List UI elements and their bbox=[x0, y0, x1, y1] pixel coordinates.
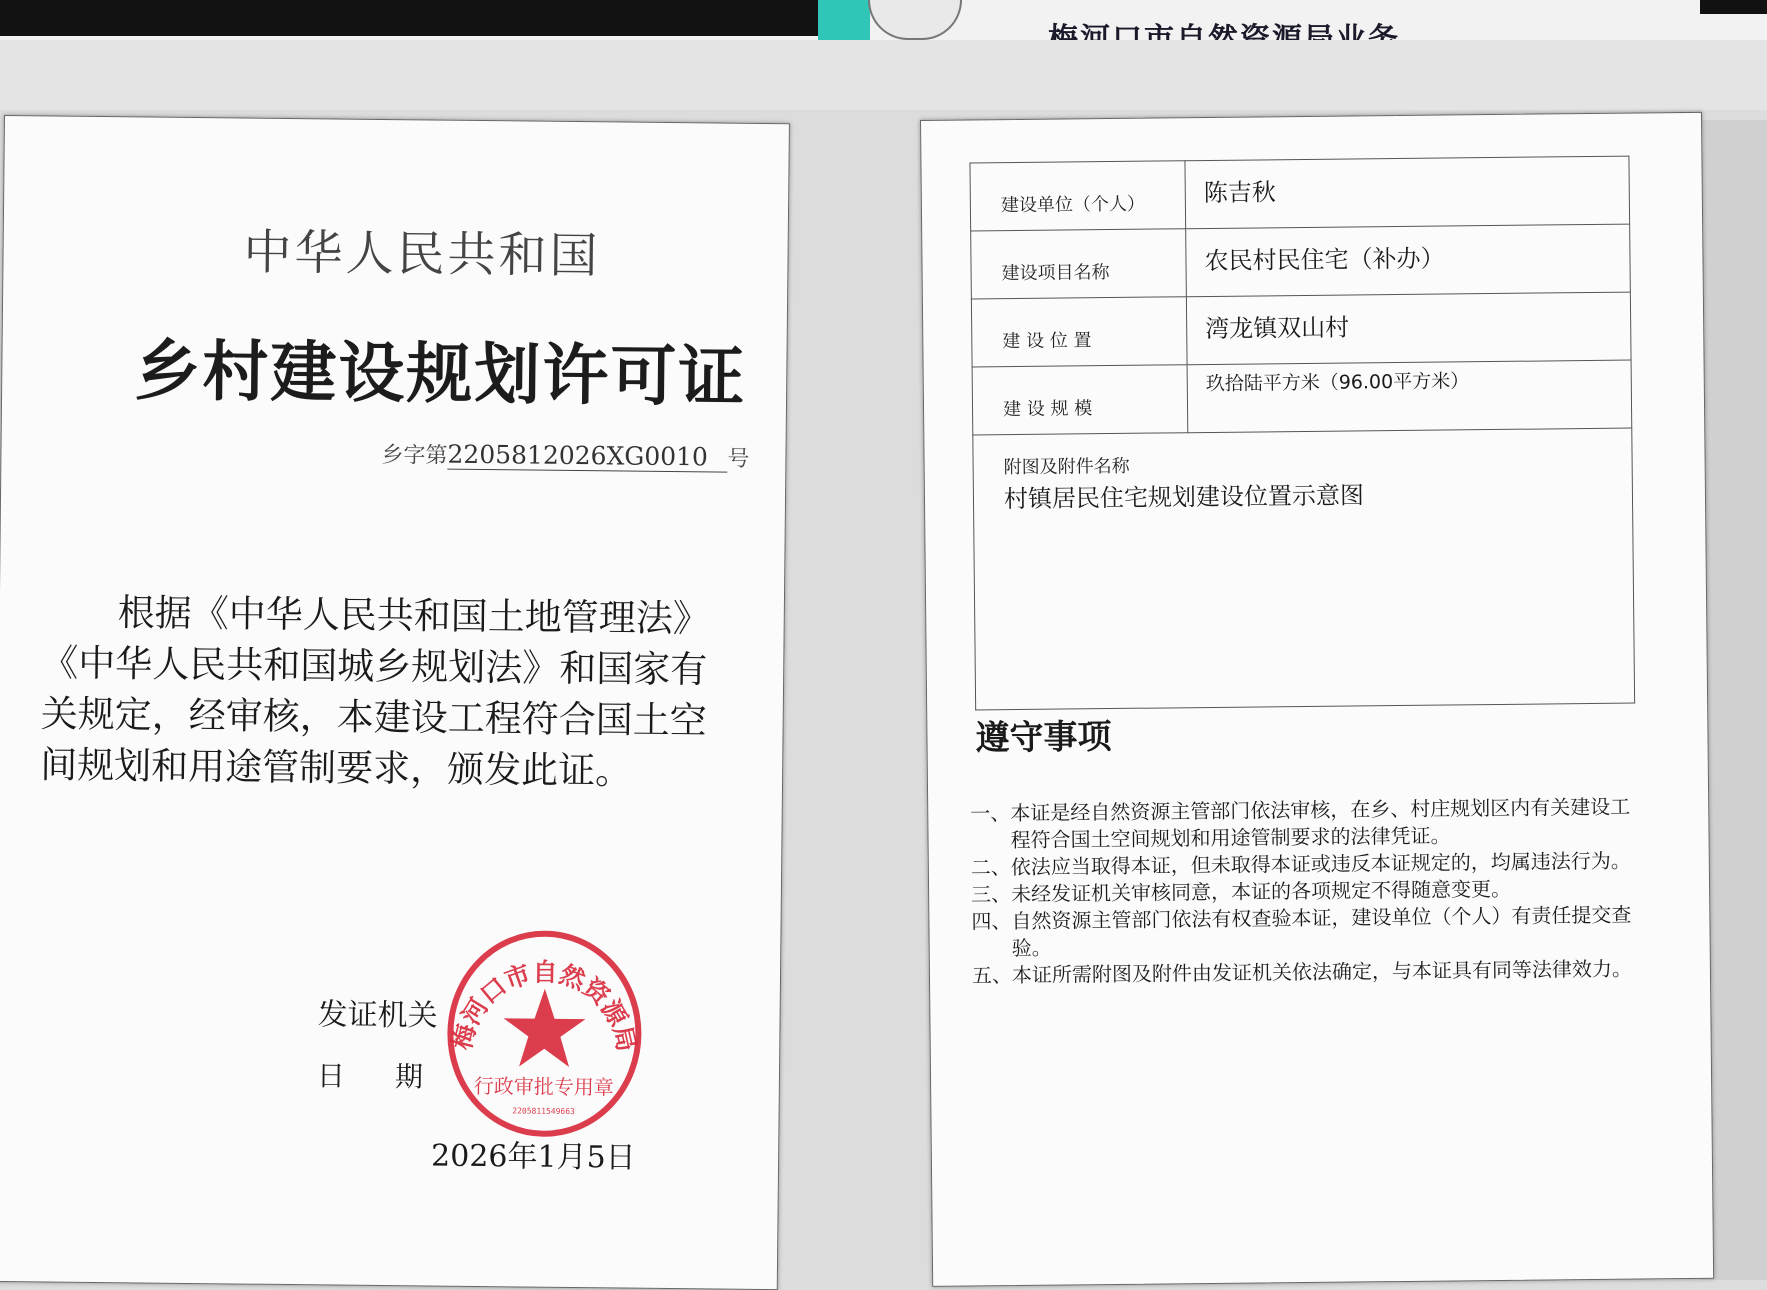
row-label: 建 设 位 置 bbox=[971, 297, 1187, 367]
certificate-title: 乡村建设规划许可证 bbox=[133, 332, 747, 416]
rule-text: 本证是经自然资源主管部门依法审核，在乡、村庄规划区内有关建设工程符合国土空间规划和用途管制要求的法律凭证。 bbox=[1010, 794, 1631, 853]
table-row-attachments bbox=[973, 428, 1635, 710]
date-label: 日期 bbox=[316, 1059, 474, 1094]
rule-number: 四、 bbox=[971, 909, 1012, 934]
certificate-detail-page bbox=[920, 112, 1714, 1287]
table-row bbox=[971, 292, 1631, 367]
attachment-value: 村镇居民住宅规划建设位置示意图 bbox=[1003, 481, 1365, 514]
row-label: 建设单位（个人） bbox=[970, 161, 1186, 231]
rule-text: 未经发证机关审核同意，本证的各项规定不得随意变更。 bbox=[1010, 876, 1512, 907]
list-item bbox=[972, 955, 1642, 989]
certificate-number-line bbox=[381, 438, 749, 473]
row-value: 农民村民住宅（补办） bbox=[1186, 224, 1631, 297]
table-row bbox=[971, 224, 1631, 299]
rule-number: 二、 bbox=[970, 855, 1011, 880]
official-seal bbox=[443, 928, 645, 1140]
cert-suffix: 号 bbox=[727, 446, 750, 472]
issuer-label: 发证机关 bbox=[317, 997, 438, 1034]
issue-date: 2026年1月5日 bbox=[430, 1138, 636, 1176]
certificate-cover-page bbox=[0, 115, 790, 1290]
row-value: 玖拾陆平方米（96.00平方米） bbox=[1187, 360, 1632, 433]
seal-star-icon bbox=[503, 988, 586, 1067]
attachments-cell bbox=[973, 428, 1635, 710]
list-item bbox=[971, 901, 1642, 962]
rules-list bbox=[970, 793, 1642, 989]
row-label: 建设项目名称 bbox=[971, 229, 1187, 299]
row-value: 湾龙镇双山村 bbox=[1186, 292, 1631, 365]
seal-top-text: 梅河口市自然资源局 bbox=[447, 957, 642, 1054]
attachment-label: 附图及附件名称 bbox=[1003, 455, 1130, 479]
project-info-table bbox=[969, 156, 1635, 711]
certificate-body: 根据《中华人民共和国土地管理法》《中华人民共和国城乡规划法》和国家有关规定，经审核，本建设工程符合国土空间规划和用途管制要求，颁发此证。 bbox=[39, 591, 710, 793]
table-row bbox=[972, 360, 1632, 435]
teal-tab bbox=[818, 0, 870, 40]
seal-serial: 2205811549663 bbox=[512, 1106, 575, 1117]
background-gap bbox=[0, 40, 1767, 110]
table-row bbox=[970, 156, 1630, 231]
row-label: 建 设 规 模 bbox=[972, 365, 1188, 435]
dark-corner bbox=[1700, 0, 1767, 14]
rule-text: 本证所需附图及附件由发证机关依法确定，与本证具有同等法律效力。 bbox=[1011, 956, 1633, 988]
rule-number: 三、 bbox=[970, 882, 1012, 907]
row-value: 陈吉秋 bbox=[1185, 156, 1630, 229]
rules-heading: 遵守事项 bbox=[975, 717, 1112, 759]
dark-bar bbox=[0, 0, 830, 36]
rule-text: 自然资源主管部门依法有权查验本证，建设单位（个人）有责任提交查验。 bbox=[1011, 902, 1632, 961]
country-name: 中华人民共和国 bbox=[243, 224, 601, 285]
rule-number: 一、 bbox=[970, 801, 1011, 826]
rule-text: 依法应当取得本证，但未取得本证或违反本证规定的，均属违法行为。 bbox=[1010, 848, 1631, 880]
seal-bottom-text: 行政审批专用章 bbox=[473, 1073, 614, 1100]
cert-prefix: 乡字第 bbox=[381, 442, 448, 469]
list-item bbox=[970, 793, 1641, 854]
rule-number: 五、 bbox=[971, 963, 1013, 988]
cert-number: 2205812026XG0010 bbox=[447, 440, 727, 473]
